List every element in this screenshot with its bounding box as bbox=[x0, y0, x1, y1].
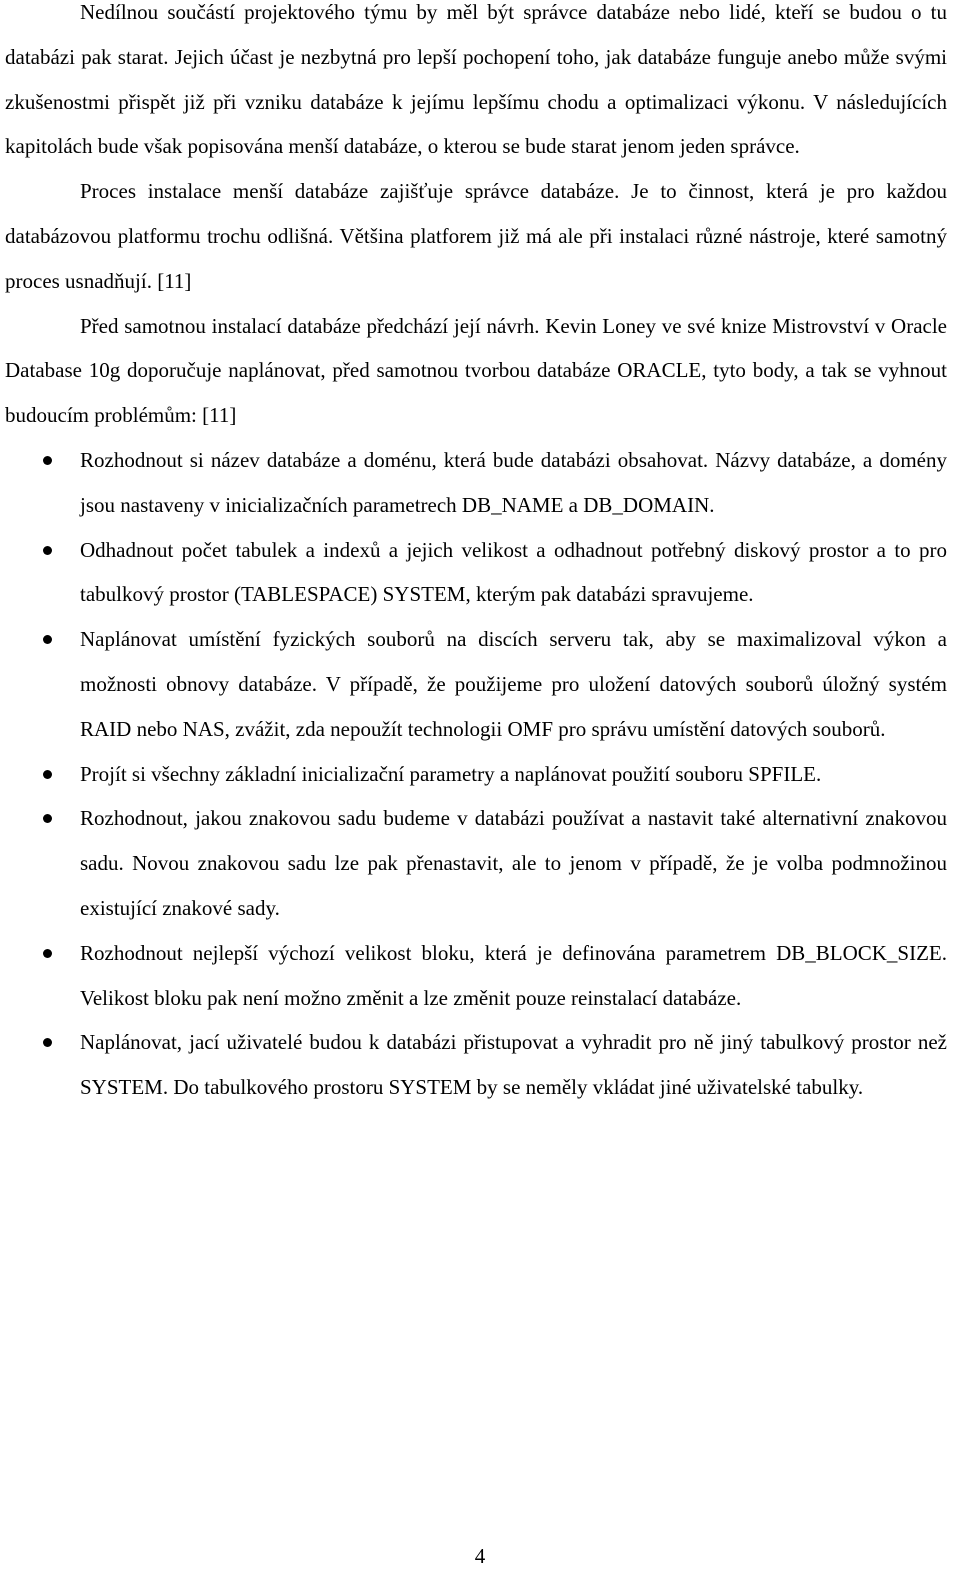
list-item bbox=[5, 617, 947, 751]
list-item-text: Rozhodnout si název databáze a doménu, která bude databázi obsahovat. Názvy databáze, a domény jsou nastaveny v inicializačních parametrech DB_NAME a DB_DOMAIN. bbox=[80, 447, 947, 517]
list-item-text: Rozhodnout nejlepší výchozí velikost bloku, která je definována parametrem DB_BLOCK_SIZE. Velikost bloku pak není možno změnit a lze změnit pouze reinstalací databáze. bbox=[80, 940, 947, 1010]
page-content bbox=[5, 0, 947, 1110]
list-item bbox=[5, 438, 947, 528]
planning-list bbox=[5, 438, 947, 1110]
bullet-icon bbox=[43, 949, 52, 958]
bullet-icon bbox=[43, 546, 52, 555]
paragraph-design: Před samotnou instalací databáze předchází její návrh. Kevin Loney ve své knize Mistrovství v Oracle Database 10g doporučuje naplánovat, před samotnou tvorbou databáze ORACLE, tyto body, a tak se vyhnout budoucím problémům: [11] bbox=[5, 313, 947, 428]
list-item bbox=[5, 796, 947, 930]
bullet-icon bbox=[43, 1038, 52, 1047]
list-item-text: Projít si všechny základní inicializační parametry a naplánovat použití souboru SPFILE. bbox=[80, 761, 822, 786]
list-item bbox=[5, 931, 947, 1021]
bullet-icon bbox=[43, 814, 52, 823]
list-item-text: Odhadnout počet tabulek a indexů a jejich velikost a odhadnout potřebný diskový prostor a to pro tabulkový prostor (TABLESPACE) SYSTEM, kterým pak databázi spravujeme. bbox=[80, 537, 947, 607]
bullet-icon bbox=[43, 456, 52, 465]
list-item bbox=[5, 752, 947, 797]
bullet-icon bbox=[43, 635, 52, 644]
page-number: 4 bbox=[474, 1544, 486, 1568]
paragraph-installation: Proces instalace menší databáze zajišťuje správce databáze. Je to činnost, která je pro každou databázovou platformu trochu odlišná. Většina platforem již má ale při instalaci různé nástroje, které samotný proces usnadňují. [11] bbox=[5, 179, 947, 293]
list-item-text: Naplánovat umístění fyzických souborů na discích serveru tak, aby se maximalizoval výkon a možnosti obnovy databáze. V případě, že použijeme pro uložení datových souborů úložný systém RAID nebo NAS, zvážit, zda nepoužít technologii OMF pro správu umístění datových souborů. bbox=[80, 627, 947, 741]
list-item bbox=[5, 528, 947, 618]
bullet-icon bbox=[43, 770, 52, 779]
list-item-text: Rozhodnout, jakou znakovou sadu budeme v databázi používat a nastavit také alternativní znakovou sadu. Novou znakovou sadu lze pak přenastavit, ale to jenom v případě, že je volba podmnožinou existující znakové sady. bbox=[80, 806, 947, 920]
paragraph-intro: Nedílnou součástí projektového týmu by měl být správce databáze nebo lidé, kteří se budou o tu databázi pak starat. Jejich účast je nezbytná pro lepší pochopení toho, jak databáze funguje anebo může svými zkušenostmi přispět již při vzniku databáze k jejímu lepšímu chodu a optimalizaci výkonu. V následujících kapitolách bude však popisována menší databáze, o kterou se bude starat jenom jeden správce. bbox=[5, 0, 947, 159]
list-item-text: Naplánovat, jací uživatelé budou k databázi přistupovat a vyhradit pro ně jiný tabulkový prostor než SYSTEM. Do tabulkového prostoru SYSTEM by se neměly vkládat jiné uživatelské tabulky. bbox=[80, 1030, 947, 1100]
list-item bbox=[5, 1020, 947, 1110]
